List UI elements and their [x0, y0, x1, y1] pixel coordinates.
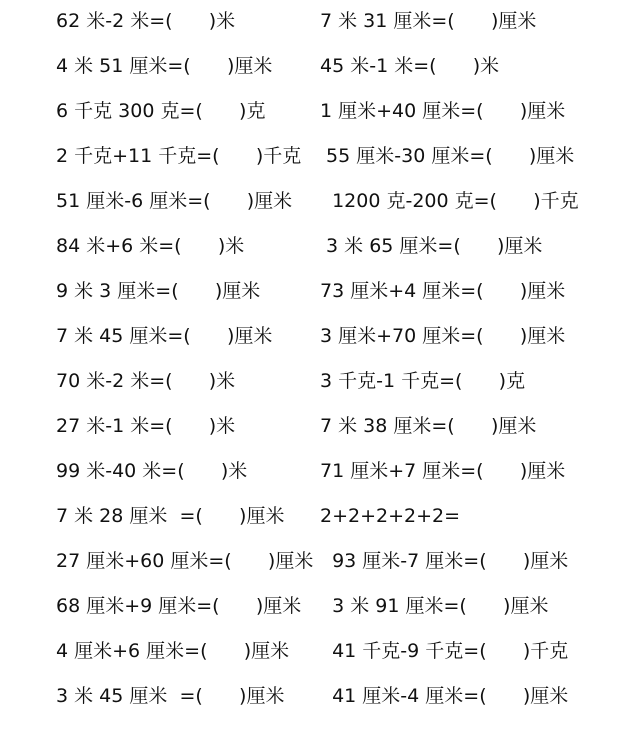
problem-left: 4 米 51 厘米=( )厘米	[56, 55, 273, 77]
problem-right: 93 厘米-7 厘米=( )厘米	[320, 550, 569, 572]
problem-left: 3 米 45 厘米 =( )厘米	[56, 685, 285, 707]
problem-left: 7 米 28 厘米 =( )厘米	[56, 505, 285, 527]
problem-right: 1 厘米+40 厘米=( )厘米	[320, 100, 566, 122]
problem-right: 1200 克-200 克=( )千克	[320, 190, 579, 212]
problem-row	[0, 501, 634, 531]
problem-right: 3 厘米+70 厘米=( )厘米	[320, 325, 566, 347]
problem-left: 7 米 45 厘米=( )厘米	[56, 325, 273, 347]
problem-row	[0, 141, 634, 171]
problem-row	[0, 321, 634, 351]
problem-row	[0, 276, 634, 306]
problem-row	[0, 591, 634, 621]
problem-row	[0, 546, 634, 576]
problem-right: 7 米 38 厘米=( )厘米	[320, 415, 537, 437]
problem-left: 6 千克 300 克=( )克	[56, 100, 266, 122]
problem-left: 70 米-2 米=( )米	[56, 370, 236, 392]
problem-row	[0, 411, 634, 441]
problem-row	[0, 456, 634, 486]
problem-row	[0, 186, 634, 216]
problem-left: 62 米-2 米=( )米	[56, 10, 236, 32]
problem-row	[0, 681, 634, 711]
problem-row	[0, 96, 634, 126]
problem-left: 4 厘米+6 厘米=( )厘米	[56, 640, 290, 662]
problem-row	[0, 636, 634, 666]
problem-right: 73 厘米+4 厘米=( )厘米	[320, 280, 566, 302]
problem-right: 2+2+2+2+2=	[320, 505, 461, 527]
problem-right: 3 米 65 厘米=( )厘米	[320, 235, 543, 257]
problem-right: 7 米 31 厘米=( )厘米	[320, 10, 537, 32]
problem-left: 68 厘米+9 厘米=( )厘米	[56, 595, 302, 617]
problem-row	[0, 366, 634, 396]
problem-right: 71 厘米+7 厘米=( )厘米	[320, 460, 566, 482]
problem-row	[0, 231, 634, 261]
problem-left: 27 米-1 米=( )米	[56, 415, 236, 437]
problem-left: 2 千克+11 千克=( )千克	[56, 145, 302, 167]
problem-row	[0, 6, 634, 36]
problem-right: 45 米-1 米=( )米	[320, 55, 500, 77]
problem-right: 41 千克-9 千克=( )千克	[320, 640, 569, 662]
problem-right: 3 千克-1 千克=( )克	[320, 370, 526, 392]
problem-left: 99 米-40 米=( )米	[56, 460, 248, 482]
problem-left: 9 米 3 厘米=( )厘米	[56, 280, 261, 302]
problem-left: 51 厘米-6 厘米=( )厘米	[56, 190, 293, 212]
problem-right: 41 厘米-4 厘米=( )厘米	[320, 685, 569, 707]
problem-right: 55 厘米-30 厘米=( )厘米	[320, 145, 575, 167]
problem-left: 84 米+6 米=( )米	[56, 235, 245, 257]
problem-right: 3 米 91 厘米=( )厘米	[320, 595, 549, 617]
problem-left: 27 厘米+60 厘米=( )厘米	[56, 550, 314, 572]
problem-row	[0, 51, 634, 81]
